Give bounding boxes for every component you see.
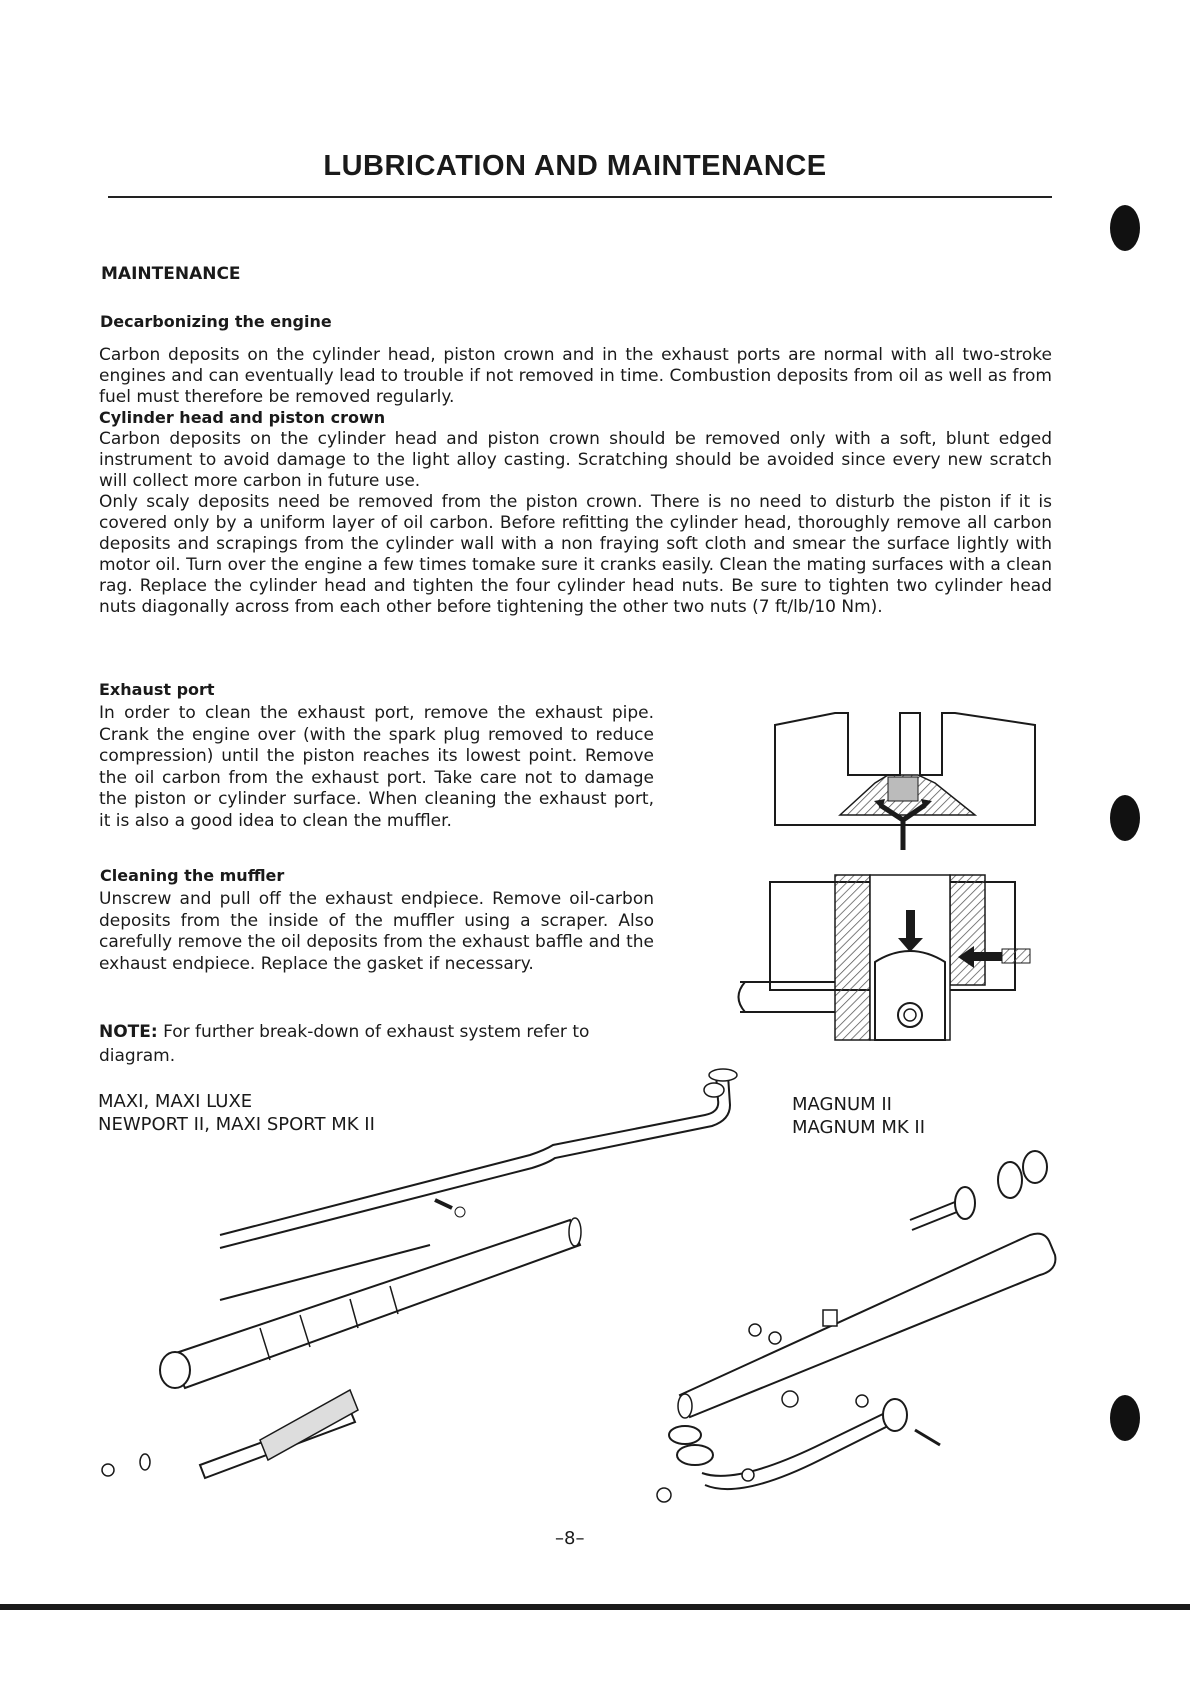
exhaust-exploded-diagram-right xyxy=(640,1155,1080,1500)
left-models-label: MAXI, MAXI LUXE NEWPORT II, MAXI SPORT MK II xyxy=(98,1091,375,1135)
decarbonizing-heading: Decarbonizing the engine xyxy=(100,312,332,331)
note-text: For further break-down of exhaust system refer to diagram. xyxy=(99,1022,590,1066)
right-models-label: MAGNUM II MAGNUM MK II xyxy=(792,1094,926,1138)
page-number: –8– xyxy=(555,1528,585,1549)
section-heading: MAINTENANCE xyxy=(101,264,241,284)
punch-hole-icon xyxy=(1110,205,1140,251)
scaly-deposits-text: Only scaly deposits need be removed from the piston crown. There is no need to disturb the piston if it is covered only by a uniform layer of oil carbon. Before refitting the cylinder head, thoroughly remove all carbon deposits and scrapings from the cylinder wall with a non fraying soft cloth and smear the surface lightly with motor oil. Turn over the engine a few times tomake sure it cranks easily. Clean the mating surfaces with a clean rag. Replace the cylinder head and tighten the four cylinder head nuts. Be sure to tighten two cylinder head nuts diagonally across from each other before tightening the other two nuts (7 ft/lb/10 Nm). xyxy=(99,492,1052,617)
exhaust-port-text: In order to clean the exhaust port, remove the exhaust pipe. Crank the engine over (with the spark plug removed to reduce compression) until the piston reaches its lowest point. Remove the oil carbon from the exhaust port. Take care not to damage the piston or cylinder surface. When cleaning the exhaust port, it is also a good idea to clean the muffler. xyxy=(99,703,654,831)
page-title: LUBRICATION AND MAINTENANCE xyxy=(323,150,827,182)
muffler-heading: Cleaning the muffler xyxy=(100,866,285,885)
note xyxy=(99,1020,659,1068)
title-divider xyxy=(108,196,1052,198)
muffler-text: Unscrew and pull off the exhaust endpiece. Remove oil-carbon deposits from the inside of the muffler using a scraper. Also carefully remove the oil deposits from the exhaust baffle and the exhaust endpiece. Replace the gasket if necessary. xyxy=(99,889,654,974)
bottom-border xyxy=(0,1604,1190,1610)
cylinder-head-heading: Cylinder head and piston crown xyxy=(99,408,386,427)
cylinder-head-text: Carbon deposits on the cylinder head and piston crown should be removed only with a soft, blunt edged instrument to avoid damage to the light alloy casting. Scratching should be avoided since every new scratch will collect more carbon in future use. xyxy=(99,429,1052,491)
cylinder-piston-diagram xyxy=(740,870,1050,1045)
decarbonizing-intro: Carbon deposits on the cylinder head, piston crown and in the exhaust ports are normal with all two-stroke engines and can eventually lead to trouble if not removed in time. Combustion deposits from oil as well as from fuel must therefore be removed regularly. xyxy=(99,345,1052,407)
exhaust-port-heading: Exhaust port xyxy=(99,680,215,699)
note-label: NOTE: xyxy=(99,1022,158,1042)
cylinder-head-diagram xyxy=(770,705,1050,855)
punch-hole-icon xyxy=(1110,1395,1140,1441)
punch-hole-icon xyxy=(1110,795,1140,841)
